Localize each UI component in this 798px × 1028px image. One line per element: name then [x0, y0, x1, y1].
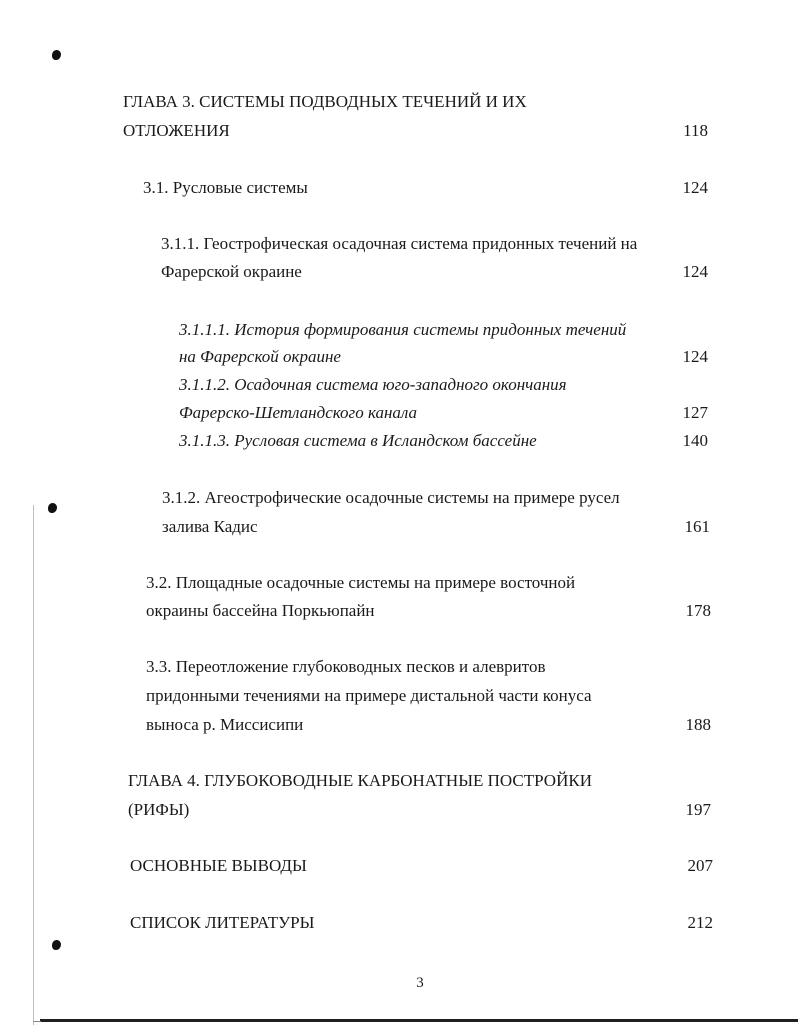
toc-3-3-page: 188	[685, 715, 711, 734]
toc-conclusions-line1: ОСНОВНЫЕ ВЫВОДЫ	[130, 856, 307, 875]
scan-mark-middle	[48, 503, 57, 513]
scan-bottom-rule	[40, 1019, 798, 1022]
toc-3-3-line2: придонными течениями на примере дистальной части конуса	[146, 686, 592, 705]
toc-references-line1: СПИСОК ЛИТЕРАТУРЫ	[130, 913, 315, 932]
toc-3-1-1-1-line1: 3.1.1.1. История формирования системы придонных течений	[179, 320, 627, 339]
toc-3-2-page: 178	[685, 601, 711, 620]
toc-chapter3-line1: ГЛАВА 3. СИСТЕМЫ ПОДВОДНЫХ ТЕЧЕНИЙ И ИХ	[123, 92, 527, 111]
toc-chapter3-line2: ОТЛОЖЕНИЯ	[123, 121, 230, 140]
toc-3-2-line1: 3.2. Площадные осадочные системы на примере восточной	[146, 573, 576, 592]
toc-3-1-1-2-line2: Фарерско-Шетландского канала	[179, 403, 418, 422]
toc-3-1-1-line2: Фарерской окраине	[161, 262, 302, 281]
toc-3-1-1-line1: 3.1.1. Геострофическая осадочная система придонных течений на	[161, 234, 638, 253]
toc-chapter4-line1: ГЛАВА 4. ГЛУБОКОВОДНЫЕ КАРБОНАТНЫЕ ПОСТРОЙКИ	[128, 771, 592, 790]
toc-chapter3-page: 118	[683, 121, 708, 140]
toc-3-1-1-1-line2: на Фарерской окраине	[179, 347, 341, 366]
toc-3-1-1-3-line1: 3.1.1.3. Русловая система в Исландском бассейне	[179, 431, 537, 450]
toc-3-1-line1: 3.1. Русловые системы	[143, 178, 308, 197]
toc-3-1-1-page: 124	[682, 262, 708, 281]
toc-3-1-page: 124	[682, 178, 708, 197]
toc-chapter4-page: 197	[685, 800, 711, 819]
toc-3-3-line1: 3.3. Переотложение глубоководных песков и алевритов	[146, 657, 546, 676]
toc-3-2-line2: окраины бассейна Поркьюпайн	[146, 601, 375, 620]
toc-3-1-2-page: 161	[684, 517, 710, 536]
scan-bottom-tick	[33, 1021, 41, 1022]
toc-3-3-line3: выноса р. Миссисипи	[146, 715, 304, 734]
toc-3-1-2-line2: залива Кадис	[162, 517, 258, 536]
toc-references-page: 212	[687, 913, 713, 932]
toc-3-1-1-2-line1: 3.1.1.2. Осадочная система юго-западного окончания	[179, 375, 567, 394]
scan-mark-top	[52, 50, 61, 60]
toc-3-1-2-line1: 3.1.2. Агеострофические осадочные системы на примере русел	[162, 488, 620, 507]
scan-left-edge-line	[33, 505, 34, 1025]
toc-conclusions-page: 207	[687, 856, 713, 875]
toc-3-1-1-1-page: 124	[682, 347, 708, 366]
page-number: 3	[416, 975, 424, 991]
scan-mark-bottom	[52, 940, 61, 950]
toc-3-1-1-2-page: 127	[682, 403, 708, 422]
toc-3-1-1-3-page: 140	[682, 431, 708, 450]
toc-chapter4-line2: (РИФЫ)	[128, 800, 190, 819]
